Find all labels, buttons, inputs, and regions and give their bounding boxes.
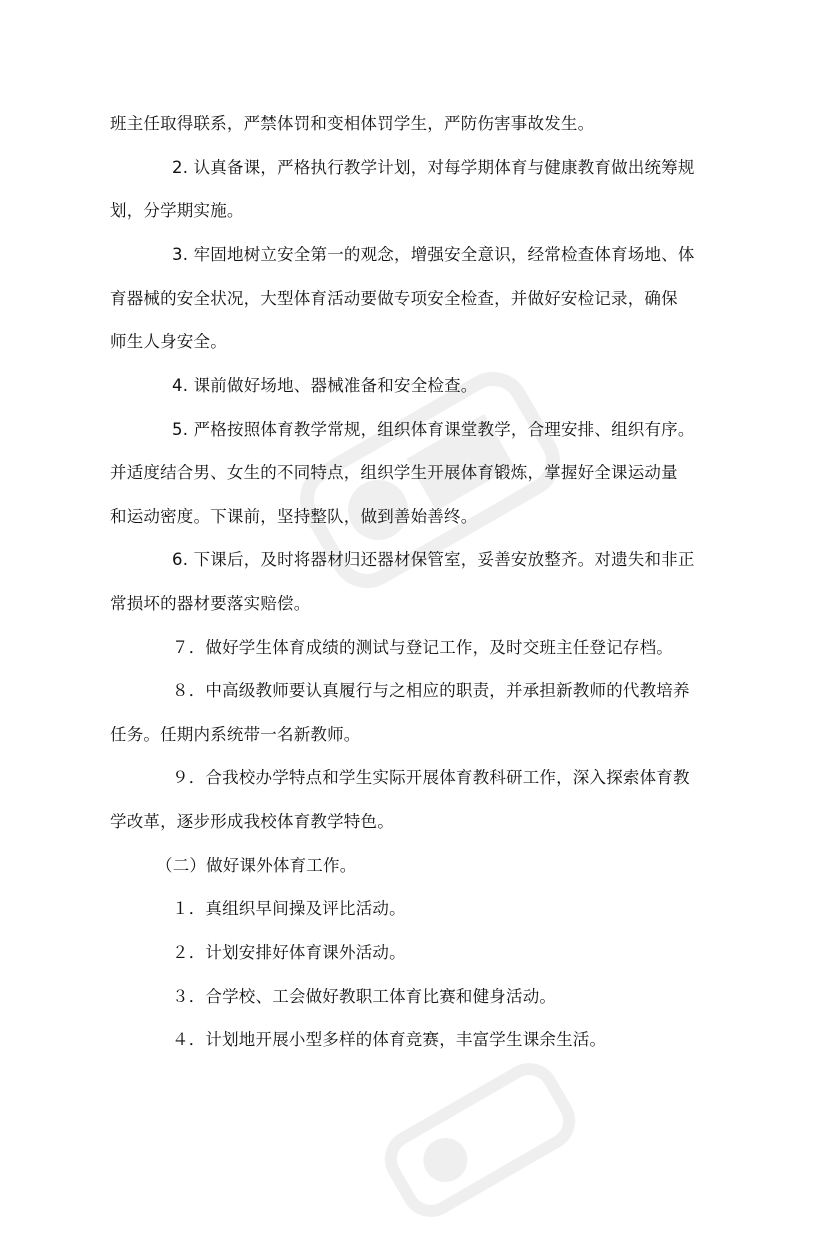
paragraph-line: 和运动密度。下课前，坚持整队，做到善始善终。 bbox=[110, 507, 478, 526]
paragraph-line: 任务。任期内系统带一名新教师。 bbox=[110, 725, 361, 744]
paragraph-line: 学改革，逐步形成我校体育教学特色。 bbox=[110, 812, 394, 831]
paragraph-line: ７．做好学生体育成绩的测试与登记工作，及时交班主任登记存档。 bbox=[172, 638, 673, 657]
paragraph-line: １．真组织早间操及评比活动。 bbox=[172, 899, 406, 918]
paragraph-line: 3. 牢固地树立安全第一的观念，增强安全意识，经常检查体育场地、体 bbox=[172, 245, 695, 264]
paragraph-line: ３．合学校、工会做好教职工体育比赛和健身活动。 bbox=[172, 987, 557, 1006]
paragraph-line: 5. 严格按照体育教学常规，组织体育课堂教学，合理安排、组织有序。 bbox=[172, 420, 695, 439]
paragraph-line: ２．计划安排好体育课外活动。 bbox=[172, 943, 406, 962]
paragraph-line: 育器械的安全状况，大型体育活动要做专项安全检查，并做好安检记录，确保 bbox=[110, 289, 678, 308]
section-heading: （二）做好课外体育工作。 bbox=[156, 856, 357, 875]
paragraph-line: 师生人身安全。 bbox=[110, 332, 227, 351]
paragraph-line: 常损坏的器材要落实赔偿。 bbox=[110, 594, 311, 613]
paragraph-line: ８．中高级教师要认真履行与之相应的职责，并承担新教师的代教培养 bbox=[172, 681, 690, 700]
paragraph-line: 6. 下课后，及时将器材归还器材保管室，妥善安放整齐。对遗失和非正 bbox=[172, 550, 695, 569]
paragraph-line: 4. 课前做好场地、器械准备和安全检查。 bbox=[172, 376, 478, 395]
paragraph-line: 2. 认真备课，严格执行教学计划，对每学期体育与健康教育做出统筹规 bbox=[172, 158, 695, 177]
paragraph-line: 班主任取得联系，严禁体罚和变相体罚学生，严防伤害事故发生。 bbox=[110, 114, 595, 133]
paragraph-line: 划，分学期实施。 bbox=[110, 201, 244, 220]
paragraph-line: ４．计划地开展小型多样的体育竞赛，丰富学生课余生活。 bbox=[172, 1030, 607, 1049]
watermark-logo-bottom bbox=[363, 1038, 596, 1242]
paragraph-line: ９．合我校办学特点和学生实际开展体育教科研工作，深入探索体育教 bbox=[172, 768, 690, 787]
paragraph-line: 并适度结合男、女生的不同特点，组织学生开展体育锻炼，掌握好全课运动量 bbox=[110, 463, 678, 482]
